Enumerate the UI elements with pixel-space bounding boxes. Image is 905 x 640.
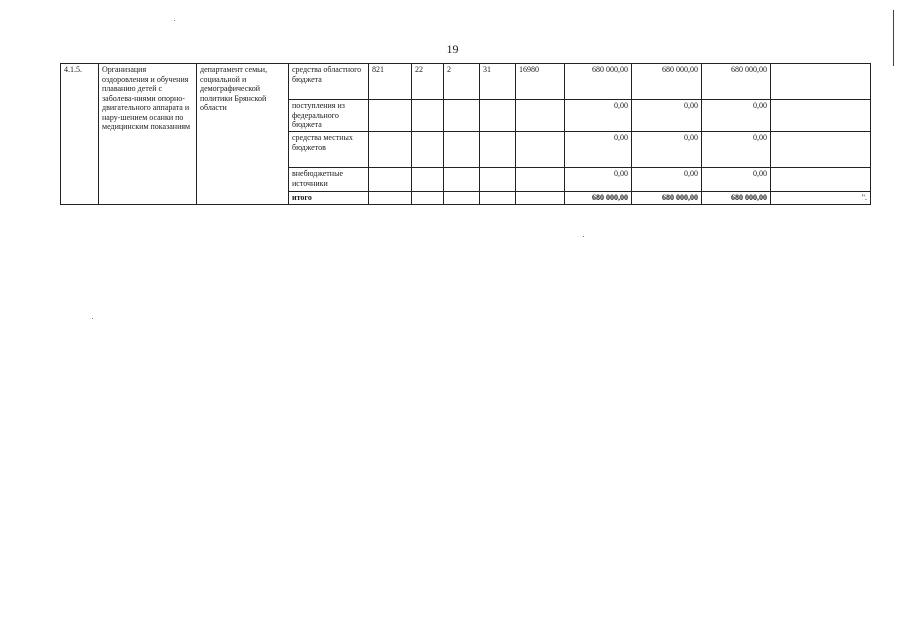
empty-cell <box>412 192 444 205</box>
pr-code: 2 <box>444 64 480 100</box>
amount-year-1: 0,00 <box>565 132 632 168</box>
empty-cell <box>516 100 565 132</box>
empty-cell <box>771 64 871 100</box>
amount-year-1: 680 000,00 <box>565 64 632 100</box>
empty-cell <box>516 168 565 192</box>
empty-cell <box>412 100 444 132</box>
amount-year-1: 0,00 <box>565 100 632 132</box>
row-code: 4.1.5. <box>61 64 99 205</box>
empty-cell <box>412 132 444 168</box>
empty-cell <box>412 168 444 192</box>
empty-cell <box>369 100 412 132</box>
rz-code: 22 <box>412 64 444 100</box>
closing-quote: ". <box>771 192 871 205</box>
edge-mark <box>893 10 894 66</box>
empty-cell <box>480 132 516 168</box>
amount-year-3: 0,00 <box>702 132 771 168</box>
amount-year-2: 0,00 <box>632 100 702 132</box>
activity-name: Организация оздоровления и обучения плаванию детей с заболева-ниями опорно-двигательного аппарата и нару-шением осанки по медицинским показаниям <box>99 64 197 205</box>
csr-code: 31 <box>480 64 516 100</box>
executor-name: департамент семьи, социальной и демографической политики Брянской области <box>197 64 289 205</box>
empty-cell <box>516 132 565 168</box>
table-row <box>61 64 871 100</box>
amount-year-2: 0,00 <box>632 168 702 192</box>
grbs-code: 821 <box>369 64 412 100</box>
source-label: средства местных бюджетов <box>289 132 369 168</box>
amount-year-1: 0,00 <box>565 168 632 192</box>
empty-cell <box>480 192 516 205</box>
scan-speck <box>583 236 584 237</box>
empty-cell <box>771 168 871 192</box>
budget-table <box>60 63 871 205</box>
source-label: средства областного бюджета <box>289 64 369 100</box>
empty-cell <box>480 168 516 192</box>
empty-cell <box>516 192 565 205</box>
empty-cell <box>444 100 480 132</box>
total-year-2: 680 000,00 <box>632 192 702 205</box>
amount-year-3: 680 000,00 <box>702 64 771 100</box>
empty-cell <box>369 192 412 205</box>
amount-year-3: 0,00 <box>702 168 771 192</box>
empty-cell <box>771 132 871 168</box>
empty-cell <box>444 192 480 205</box>
empty-cell <box>369 132 412 168</box>
amount-year-2: 0,00 <box>632 132 702 168</box>
vr-code: 16980 <box>516 64 565 100</box>
total-year-1: 680 000,00 <box>565 192 632 205</box>
source-label: внебюджетные источники <box>289 168 369 192</box>
empty-cell <box>369 168 412 192</box>
scan-speck <box>92 318 93 319</box>
page-number: 19 <box>446 42 459 56</box>
empty-cell <box>480 100 516 132</box>
source-label: поступления из федерального бюджета <box>289 100 369 132</box>
empty-cell <box>771 100 871 132</box>
scan-speck <box>174 20 175 21</box>
total-year-3: 680 000,00 <box>702 192 771 205</box>
amount-year-2: 680 000,00 <box>632 64 702 100</box>
amount-year-3: 0,00 <box>702 100 771 132</box>
empty-cell <box>444 168 480 192</box>
empty-cell <box>444 132 480 168</box>
total-label: итого <box>289 192 369 205</box>
